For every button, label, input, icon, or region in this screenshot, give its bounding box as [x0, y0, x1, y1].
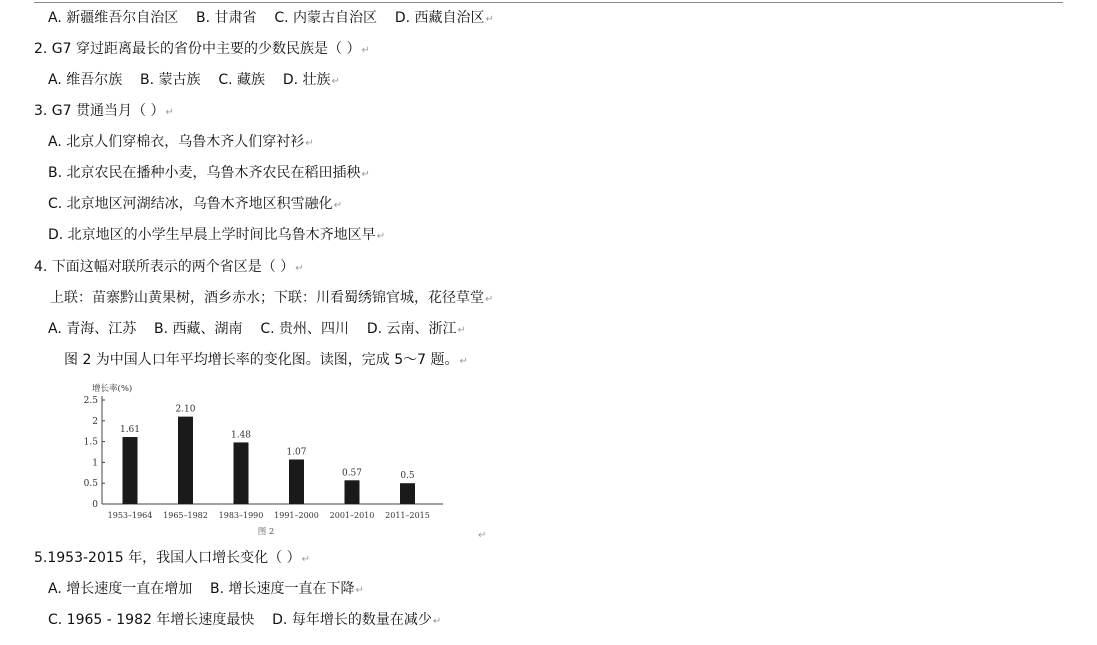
- q5-options-ab-text: A. 增长速度一直在增加 B. 增长速度一直在下降: [48, 581, 355, 597]
- paragraph-mark-icon: ↵: [478, 530, 487, 541]
- q3-option-a-text: A. 北京人们穿棉衣，乌鲁木齐人们穿衬衫: [48, 134, 305, 150]
- paragraph-mark-icon: ↵: [361, 45, 370, 56]
- x-tick-label: 1991–2000: [274, 511, 319, 520]
- bar: [123, 437, 138, 504]
- y-tick-label: 2.5: [83, 396, 98, 406]
- x-tick-label: 1983–1990: [218, 511, 264, 520]
- q1-options: [48, 8, 494, 28]
- paragraph-mark-icon: ↵: [165, 107, 174, 118]
- q3-stem: [34, 101, 174, 121]
- paragraph-mark-icon: ↵: [376, 231, 386, 242]
- bar: [178, 417, 193, 504]
- q1-options-text: A. 新疆维吾尔自治区 B. 甘肃省 C. 内蒙古自治区 D. 西藏自治区: [48, 10, 485, 26]
- q4-stem: [34, 257, 304, 277]
- x-tick-label: 1953–1964: [107, 511, 153, 520]
- q3-option-c: [48, 194, 342, 214]
- figure-caption: 图 2: [257, 527, 275, 537]
- paragraph-mark-icon: ↵: [305, 138, 314, 149]
- q2-options: [48, 70, 340, 90]
- y-tick-label: 1: [92, 458, 98, 469]
- q2-stem: [34, 39, 370, 59]
- paragraph-mark-icon: ↵: [331, 76, 340, 87]
- paragraph-mark-icon: ↵: [333, 200, 343, 211]
- bar-value-label: 1.61: [119, 425, 141, 436]
- bar-value-label: 0.57: [341, 468, 363, 479]
- x-tick-label: 2011–2015: [385, 511, 430, 520]
- q4-options: [48, 319, 466, 339]
- q5-stem: [34, 548, 310, 568]
- top-rule: [34, 2, 1063, 3]
- paragraph-mark-icon: ↵: [485, 14, 494, 25]
- q5-options-cd-text: C. 1965 - 1982 年增长速度最快 D. 每年增长的数量在减少: [48, 612, 432, 628]
- q5-options-ab: [48, 579, 364, 599]
- q2-options-text: A. 维吾尔族 B. 蒙古族 C. 藏族 D. 壮族: [48, 72, 331, 88]
- q3-option-d: [48, 225, 385, 245]
- q5-options-cd: [48, 610, 441, 630]
- q4-options-text: A. 青海、江苏 B. 西藏、湖南 C. 贵州、四川 D. 云南、浙江: [48, 321, 457, 337]
- paragraph-mark-icon: ↵: [301, 554, 310, 565]
- paragraph-mark-icon: ↵: [295, 263, 304, 274]
- y-tick-label: 0: [92, 500, 98, 510]
- bar: [400, 483, 415, 504]
- bar: [345, 480, 360, 504]
- q3-option-b: [48, 163, 370, 183]
- paragraph-mark-icon: ↵: [485, 294, 494, 305]
- q5-stem-text: 5.1953-2015 年，我国人口增长变化（ ）: [34, 550, 301, 566]
- figure-intro: [64, 350, 468, 370]
- paragraph-mark-icon: ↵: [355, 585, 364, 596]
- paragraph-mark-icon: ↵: [459, 356, 468, 367]
- q4-stem-text: 4. 下面这幅对联所表示的两个省区是（ ）: [34, 259, 295, 275]
- paragraph-mark-icon: ↵: [457, 325, 466, 336]
- y-tick-label: 1.5: [83, 437, 98, 448]
- q4-couplet-text: 上联：苗寨黔山黄果树，酒乡赤水；下联：川看蜀绣锦官城，花径草堂: [50, 290, 484, 306]
- bar: [289, 459, 304, 504]
- x-tick-label: 1965–1982: [163, 511, 208, 520]
- q3-option-c-text: C. 北京地区河湖结冰，乌鲁木齐地区积雪融化: [48, 196, 333, 212]
- bar-value-label: 2.10: [175, 404, 196, 415]
- population-growth-chart: [78, 378, 458, 540]
- bar: [234, 442, 249, 504]
- bar-value-label: 1.48: [230, 430, 252, 441]
- y-axis-label: 增长率(%): [92, 384, 133, 394]
- bar-value-label: 0.5: [400, 471, 415, 482]
- q3-option-b-text: B. 北京农民在播种小麦，乌鲁木齐农民在稻田插秧: [48, 165, 361, 181]
- q2-stem-text: 2. G7 穿过距离最长的省份中主要的少数民族是（ ）: [34, 41, 361, 57]
- paragraph-mark-icon: ↵: [432, 616, 442, 627]
- y-tick-label: 0.5: [83, 479, 98, 490]
- q3-stem-text: 3. G7 贯通当月（ ）: [34, 103, 165, 119]
- y-tick-label: 2: [92, 416, 98, 427]
- q3-option-a: [48, 132, 314, 152]
- x-tick-label: 2001–2010: [329, 511, 375, 520]
- q4-couplet: [50, 288, 493, 308]
- bar-value-label: 1.07: [286, 447, 307, 458]
- paragraph-mark-icon: ↵: [361, 169, 370, 180]
- q3-option-d-text: D. 北京地区的小学生早晨上学时间比乌鲁木齐地区早: [48, 227, 376, 243]
- figure-intro-text: 图 2 为中国人口年平均增长率的变化图。读图，完成 5～7 题。: [64, 352, 459, 368]
